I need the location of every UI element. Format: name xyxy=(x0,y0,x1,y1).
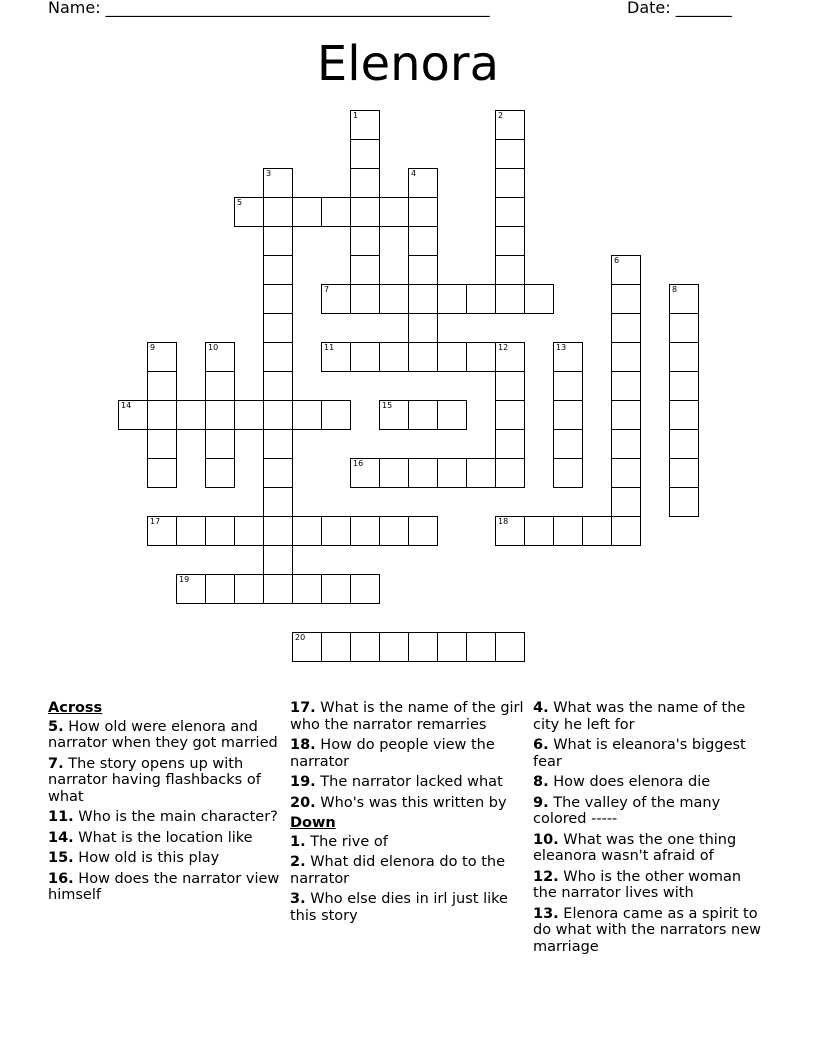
clue-number-label: 16. xyxy=(48,870,74,887)
clue-number-label: 5. xyxy=(48,718,64,735)
down-clue xyxy=(533,795,768,828)
crossword-cell[interactable] xyxy=(147,429,177,459)
crossword-cell[interactable] xyxy=(350,574,380,604)
down-clue xyxy=(533,700,768,733)
crossword-cell[interactable] xyxy=(263,342,293,372)
crossword-cell[interactable] xyxy=(147,516,177,546)
crossword-cell[interactable] xyxy=(437,284,467,314)
crossword-cell[interactable] xyxy=(321,400,351,430)
crossword-cell[interactable] xyxy=(234,400,264,430)
down-clue xyxy=(533,869,768,902)
crossword-cell[interactable] xyxy=(263,458,293,488)
crossword-cell[interactable] xyxy=(524,516,554,546)
crossword-cell[interactable] xyxy=(176,574,206,604)
across-clue xyxy=(290,795,526,812)
crossword-cell[interactable] xyxy=(611,429,641,459)
across-clue xyxy=(48,809,280,826)
clue-number-label: 17. xyxy=(290,700,316,716)
crossword-cell[interactable] xyxy=(379,516,409,546)
crossword-cell[interactable] xyxy=(611,255,641,285)
crossword-cell[interactable] xyxy=(553,458,583,488)
crossword-cell[interactable] xyxy=(263,197,293,227)
crossword-cell[interactable] xyxy=(263,226,293,256)
clue-number: 16 xyxy=(353,459,364,468)
crossword-cell[interactable] xyxy=(350,458,380,488)
crossword-cell[interactable] xyxy=(292,574,322,604)
crossword-cell[interactable] xyxy=(408,226,438,256)
clue-number-label: 12. xyxy=(533,868,559,885)
crossword-cell[interactable] xyxy=(495,458,525,488)
crossword-cell[interactable] xyxy=(611,400,641,430)
crossword-cell[interactable] xyxy=(669,458,699,488)
clue-text: What did elenora do to the narrator xyxy=(290,854,506,887)
crossword-cell[interactable] xyxy=(292,516,322,546)
across-heading: Across xyxy=(48,700,103,716)
clue-text: The narrator lacked what xyxy=(315,774,503,790)
clue-list xyxy=(48,700,768,1000)
crossword-cell[interactable] xyxy=(582,516,612,546)
clue-number-label: 6. xyxy=(533,737,549,753)
crossword-cell[interactable] xyxy=(350,110,380,140)
page-title: Elenora xyxy=(316,36,500,92)
crossword-cell[interactable] xyxy=(176,516,206,546)
crossword-cell[interactable] xyxy=(495,371,525,401)
crossword-cell[interactable] xyxy=(669,342,699,372)
crossword-cell[interactable] xyxy=(263,545,293,575)
crossword-cell[interactable] xyxy=(495,429,525,459)
clue-number-label: 18. xyxy=(290,737,316,753)
crossword-cell[interactable] xyxy=(350,632,380,662)
crossword-cell[interactable] xyxy=(669,313,699,343)
clue-number-label: 9. xyxy=(533,794,549,811)
crossword-cell[interactable] xyxy=(379,400,409,430)
crossword-cell[interactable] xyxy=(553,429,583,459)
clue-text: Who else dies in irl just like this story xyxy=(290,891,508,924)
clue-number-label: 7. xyxy=(48,755,64,772)
crossword-cell[interactable] xyxy=(205,371,235,401)
crossword-cell[interactable] xyxy=(553,371,583,401)
crossword-cell[interactable] xyxy=(669,487,699,517)
crossword-cell[interactable] xyxy=(408,284,438,314)
clue-number: 1 xyxy=(353,111,359,120)
clue-number: 11 xyxy=(324,343,335,352)
clue-number: 9 xyxy=(150,343,156,352)
name-field-label[interactable]: Name: ________________________________________________ xyxy=(48,0,490,17)
crossword-cell[interactable] xyxy=(553,342,583,372)
crossword-cell[interactable] xyxy=(263,487,293,517)
crossword-cell[interactable] xyxy=(408,313,438,343)
clue-number: 4 xyxy=(411,169,417,178)
crossword-cell[interactable] xyxy=(669,284,699,314)
crossword-cell[interactable] xyxy=(205,342,235,372)
crossword-cell[interactable] xyxy=(350,342,380,372)
down-clue xyxy=(533,832,768,865)
crossword-cell[interactable] xyxy=(263,313,293,343)
crossword-cell[interactable] xyxy=(379,197,409,227)
crossword-cell[interactable] xyxy=(669,429,699,459)
clue-text: How do people view the narrator xyxy=(290,737,495,770)
crossword-cell[interactable] xyxy=(408,197,438,227)
clue-text: Who's was this written by xyxy=(315,794,507,811)
crossword-cell[interactable] xyxy=(350,226,380,256)
clue-number: 2 xyxy=(498,111,504,120)
crossword-cell[interactable] xyxy=(350,197,380,227)
crossword-cell[interactable] xyxy=(350,255,380,285)
crossword-cell[interactable] xyxy=(495,516,525,546)
crossword-cell[interactable] xyxy=(350,168,380,198)
crossword-cell[interactable] xyxy=(379,458,409,488)
crossword-cell[interactable] xyxy=(205,458,235,488)
across-clue xyxy=(48,719,280,752)
crossword-cell[interactable] xyxy=(350,139,380,169)
crossword-cell[interactable] xyxy=(495,139,525,169)
across-clue xyxy=(48,871,280,904)
crossword-cell[interactable] xyxy=(350,284,380,314)
clue-column-1 xyxy=(48,700,280,908)
crossword-cell[interactable] xyxy=(495,400,525,430)
crossword-cell[interactable] xyxy=(321,574,351,604)
crossword-cell[interactable] xyxy=(147,458,177,488)
crossword-cell[interactable] xyxy=(263,574,293,604)
crossword-cell[interactable] xyxy=(263,400,293,430)
clue-number: 12 xyxy=(498,343,509,352)
clue-number: 15 xyxy=(382,401,393,410)
crossword-cell[interactable] xyxy=(408,255,438,285)
down-clue xyxy=(290,834,526,851)
clue-number-label: 3. xyxy=(290,891,306,907)
clue-text: Who is the main character? xyxy=(73,809,278,825)
crossword-cell[interactable] xyxy=(321,632,351,662)
crossword-cell[interactable] xyxy=(118,400,148,430)
crossword-cell[interactable] xyxy=(292,400,322,430)
clue-number: 6 xyxy=(614,256,620,265)
crossword-cell[interactable] xyxy=(495,168,525,198)
crossword-cell[interactable] xyxy=(321,516,351,546)
clue-number: 5 xyxy=(237,198,243,207)
crossword-cell[interactable] xyxy=(205,574,235,604)
clue-text: What is eleanora's biggest fear xyxy=(533,737,746,770)
clue-number: 18 xyxy=(498,517,509,526)
crossword-cell[interactable] xyxy=(292,197,322,227)
crossword-cell[interactable] xyxy=(205,429,235,459)
crossword-cell[interactable] xyxy=(379,342,409,372)
clue-number: 14 xyxy=(121,401,132,410)
crossword-cell[interactable] xyxy=(263,168,293,198)
across-clue xyxy=(290,737,526,770)
crossword-cell[interactable] xyxy=(379,632,409,662)
down-clue xyxy=(533,774,768,791)
crossword-cell[interactable] xyxy=(611,516,641,546)
crossword-cell[interactable] xyxy=(234,516,264,546)
crossword-cell[interactable] xyxy=(234,574,264,604)
clue-text: The story opens up with narrator having flashbacks of what xyxy=(48,755,261,805)
clue-number-label: 11. xyxy=(48,809,74,825)
crossword-cell[interactable] xyxy=(408,632,438,662)
crossword-cell[interactable] xyxy=(408,516,438,546)
crossword-cell[interactable] xyxy=(321,342,351,372)
across-clue xyxy=(48,830,280,847)
crossword-cell[interactable] xyxy=(437,458,467,488)
clue-text: Elenora came as a spirit to do what with the narrators new marriage xyxy=(533,905,761,955)
down-clue xyxy=(533,906,768,956)
clue-column-2 xyxy=(290,700,526,928)
clue-text: What was the name of the city he left for xyxy=(533,700,746,733)
clue-column-3 xyxy=(533,700,768,959)
down-heading: Down xyxy=(290,815,336,831)
down-clue xyxy=(533,737,768,770)
clue-number-label: 14. xyxy=(48,829,74,846)
crossword-cell[interactable] xyxy=(553,400,583,430)
clue-number-label: 13. xyxy=(533,905,559,922)
crossword-cell[interactable] xyxy=(263,429,293,459)
crossword-cell[interactable] xyxy=(205,516,235,546)
clue-number: 20 xyxy=(295,633,306,642)
clue-number: 10 xyxy=(208,343,219,352)
across-clue xyxy=(290,700,526,733)
crossword-cell[interactable] xyxy=(495,342,525,372)
crossword-cell[interactable] xyxy=(611,487,641,517)
clue-text: What is the location like xyxy=(73,829,253,846)
crossword-cell[interactable] xyxy=(495,226,525,256)
crossword-cell[interactable] xyxy=(611,284,641,314)
clue-number-label: 19. xyxy=(290,774,316,790)
crossword-cell[interactable] xyxy=(408,400,438,430)
crossword-cell[interactable] xyxy=(205,400,235,430)
crossword-cell[interactable] xyxy=(611,371,641,401)
crossword-cell[interactable] xyxy=(466,342,496,372)
crossword-cell[interactable] xyxy=(176,400,206,430)
crossword-cell[interactable] xyxy=(147,400,177,430)
clue-number-label: 20. xyxy=(290,794,316,811)
crossword-cell[interactable] xyxy=(495,197,525,227)
crossword-cell[interactable] xyxy=(147,342,177,372)
crossword-cell[interactable] xyxy=(234,197,264,227)
crossword-cell[interactable] xyxy=(611,313,641,343)
crossword-cell[interactable] xyxy=(495,255,525,285)
across-clue xyxy=(48,850,280,867)
crossword-cell[interactable] xyxy=(408,168,438,198)
clue-number-label: 2. xyxy=(290,854,306,870)
clue-text: What is the name of the girl who the narrator remarries xyxy=(290,700,524,733)
crossword-cell[interactable] xyxy=(321,284,351,314)
crossword-cell[interactable] xyxy=(553,516,583,546)
clue-text: The valley of the many colored ----- xyxy=(533,794,721,827)
crossword-cell[interactable] xyxy=(263,284,293,314)
crossword-cell[interactable] xyxy=(466,632,496,662)
crossword-cell[interactable] xyxy=(437,400,467,430)
clue-number: 3 xyxy=(266,169,272,178)
crossword-cell[interactable] xyxy=(495,110,525,140)
crossword-cell[interactable] xyxy=(147,371,177,401)
down-clue xyxy=(290,854,526,887)
crossword-cell[interactable] xyxy=(495,632,525,662)
crossword-cell[interactable] xyxy=(437,632,467,662)
clue-text: How old were elenora and narrator when they got married xyxy=(48,718,278,751)
clue-number: 13 xyxy=(556,343,567,352)
crossword-cell[interactable] xyxy=(611,458,641,488)
crossword-cell[interactable] xyxy=(263,255,293,285)
down-clue xyxy=(290,891,526,924)
clue-text: What was the one thing eleanora wasn't afraid of xyxy=(533,831,737,864)
crossword-cell[interactable] xyxy=(524,284,554,314)
clue-number-label: 15. xyxy=(48,850,74,866)
across-clue xyxy=(290,774,526,791)
clue-number: 7 xyxy=(324,285,330,294)
crossword-cell[interactable] xyxy=(408,458,438,488)
crossword-cell[interactable] xyxy=(495,284,525,314)
clue-number: 17 xyxy=(150,517,161,526)
crossword-cell[interactable] xyxy=(263,516,293,546)
clue-text: Who is the other woman the narrator lives with xyxy=(533,868,742,901)
clue-number-label: 10. xyxy=(533,831,559,848)
crossword-cell[interactable] xyxy=(408,342,438,372)
crossword-cell[interactable] xyxy=(292,632,322,662)
crossword-cell[interactable] xyxy=(321,197,351,227)
crossword-cell[interactable] xyxy=(669,371,699,401)
clue-text: How old is this play xyxy=(73,850,220,866)
crossword-cell[interactable] xyxy=(263,371,293,401)
clue-number: 19 xyxy=(179,575,190,584)
clue-number: 8 xyxy=(672,285,678,294)
clue-number-label: 1. xyxy=(290,833,306,850)
clue-text: The rive of xyxy=(305,833,388,850)
across-clue xyxy=(48,756,280,806)
clue-text: How does the narrator view himself xyxy=(48,870,280,903)
clue-text: How does elenora die xyxy=(548,774,711,790)
crossword-cell[interactable] xyxy=(466,458,496,488)
crossword-cell[interactable] xyxy=(379,284,409,314)
crossword-cell[interactable] xyxy=(669,400,699,430)
crossword-cell[interactable] xyxy=(466,284,496,314)
date-field-label[interactable]: Date: _______ xyxy=(627,0,732,17)
crossword-cell[interactable] xyxy=(611,342,641,372)
clue-number-label: 8. xyxy=(533,774,549,790)
crossword-cell[interactable] xyxy=(437,342,467,372)
crossword-cell[interactable] xyxy=(350,516,380,546)
clue-number-label: 4. xyxy=(533,700,549,716)
